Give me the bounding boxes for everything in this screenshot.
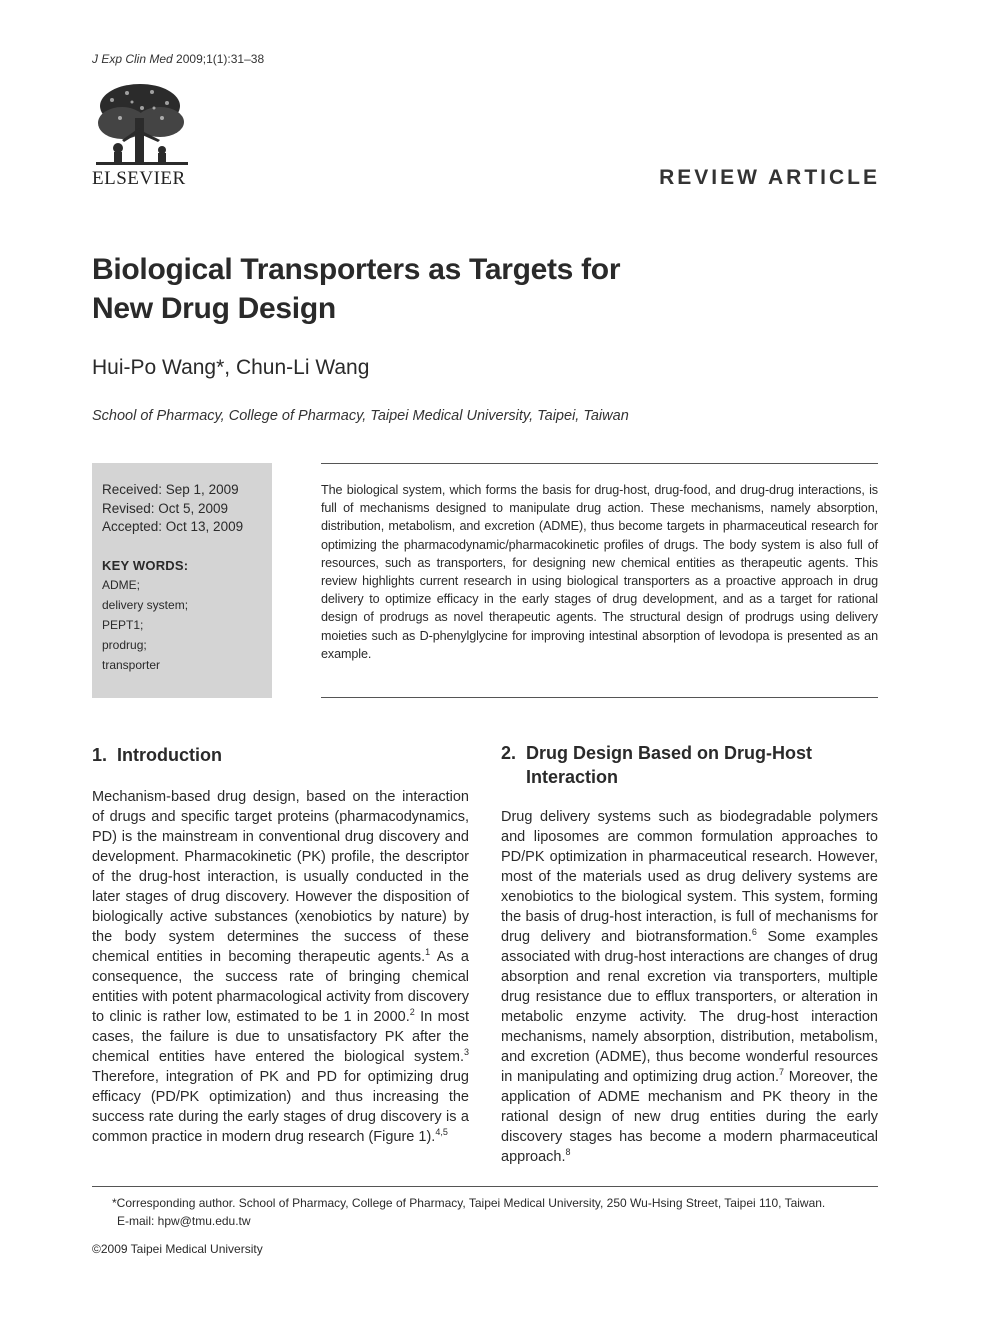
- keyword: delivery system;: [102, 597, 189, 612]
- keywords-heading: KEY WORDS:: [102, 557, 189, 573]
- citation-ref: 8: [565, 1147, 571, 1157]
- article-title: [92, 250, 712, 328]
- copyright: ©2009 Taipei Medical University: [92, 1242, 263, 1256]
- publisher-wordmark: ELSEVIER: [92, 168, 186, 189]
- article-type-label: REVIEW ARTICLE: [659, 166, 880, 189]
- journal-volume-pages: 2009;1(1):31–38: [176, 52, 265, 66]
- section-2-heading: [501, 741, 881, 789]
- citation-ref: 3: [463, 1047, 469, 1057]
- abstract-top-rule: [321, 463, 878, 464]
- title-line: New Drug Design: [92, 292, 336, 325]
- keyword: PEPT1;: [102, 617, 144, 632]
- article-info-box: [92, 463, 272, 698]
- body-text: Some examples associated with drug-host interactions are changes of drug absorption and renal excretion via transporters, multiple drug resistance due to efflux transporters, or alteration in metabolic enzyme activity. The drug-host interaction mechanisms, namely absorption, distribution, metabolism, and excretion (ADME), thus become wonderful resources in manipulating and optimizing drug action.: [501, 929, 878, 1085]
- title-line: Biological Transporters as Targets for: [92, 253, 621, 286]
- keyword: transporter: [102, 657, 161, 672]
- footnote: [112, 1194, 825, 1230]
- journal-name: J Exp Clin Med: [92, 52, 173, 66]
- abstract: The biological system, which forms the basis for drug-host, drug-food, and drug-drug interactions, is full of mechanisms designed to manipulate drug action. These mechanisms, namely absorption, distribution, metabolism, and excretion (ADME), thus become targets in pharmaceutical research for optimizing the pharmacodynamic/pharmacokinetic profiles of drugs. The body system is also full of resources, such as transporters, for designing new chemical entities as therapeutic agents. This review highlights current research in using biological transporters as a proactive approach in drug delivery to optimize efficacy in the early stages of drug development, and as a target for rational design of prodrugs as novel therapeutic agents. The structural design of prodrugs using delivery moieties such as D-phenylglycine for improving intestinal absorption of levodopa is presented as an example.: [321, 483, 878, 661]
- citation-ref: 4,5: [435, 1127, 448, 1137]
- citation-ref: 6: [751, 927, 757, 937]
- section-title: Drug Design Based on Drug-Host: [526, 743, 813, 763]
- body-text: As a consequence, the success rate of bringing chemical entities with potent pharmacological activity from discovery to clinic is rather low, estimated to be 1 in 2000.: [92, 949, 469, 1025]
- citation-ref: 2: [409, 1007, 415, 1017]
- footnote-rule: [92, 1186, 878, 1187]
- affiliation: School of Pharmacy, College of Pharmacy, Taipei Medical University, Taipei, Taiwan: [92, 408, 629, 424]
- keywords-list: [102, 575, 262, 675]
- email: E-mail: hpw@tmu.edu.tw: [117, 1214, 251, 1228]
- body-text: Mechanism-based drug design, based on the interaction of drugs and specific target proteins (pharmacodynamics, PD) is the mainstream in conventional drug discovery and development. Pharmacokinetic (PK) profile, the descriptor of the drug-host interaction, is usually conducted in the later stages of drug discovery. However the disposition of biologically active substances (xenobiotics by nature) by the body system determines the success of these chemical entities in becoming therapeutic agents.: [92, 789, 469, 965]
- section-1-body: [92, 787, 469, 1147]
- section-title-continued: Interaction: [526, 767, 619, 787]
- body-text: In most cases, the failure is due to unsatisfactory PK after the chemical entities have entered the biological system.: [92, 1009, 469, 1065]
- body-text: Moreover, the application of ADME mechanism and PK theory in the rational design of new drug entities during the early discovery stages has become a modern pharmaceutical approach.: [501, 1069, 878, 1165]
- keyword: ADME;: [102, 577, 141, 592]
- abstract-bottom-rule: [321, 697, 878, 698]
- body-text: Drug delivery systems such as biodegradable polymers and liposomes are common formulation approaches to PD/PK optimization in pharmaceutical research. However, most of the materials used as drug delivery systems are xenobiotics to the biological system. This system, forming the basis of drug-host interaction, is full of mechanisms for drug delivery and biotransformation.: [501, 809, 878, 945]
- authors: Hui-Po Wang*, Chun-Li Wang: [92, 356, 370, 379]
- section-number: 1.: [92, 745, 108, 765]
- journal-citation: [92, 52, 264, 66]
- section-1-heading: [92, 745, 222, 766]
- section-number: 2.: [501, 743, 517, 763]
- section-title: Introduction: [117, 745, 222, 765]
- article-dates: [102, 481, 262, 537]
- keyword: prodrug;: [102, 637, 147, 652]
- section-2-body: [501, 807, 878, 1167]
- revised-date: Revised: Oct 5, 2009: [102, 500, 229, 516]
- accepted-date: Accepted: Oct 13, 2009: [102, 519, 244, 534]
- corresponding-author: *Corresponding author. School of Pharmacy, College of Pharmacy, Taipei Medical University, 250 Wu-Hsing Street, Taipei 110, Taiwan.: [112, 1196, 826, 1210]
- body-text: Therefore, integration of PK and PD for optimizing drug efficacy (PD/PK optimization) and thus increasing the success rate during the early stages of drug discovery is a common practice in modern drug research (Figure 1).: [92, 1069, 469, 1145]
- citation-ref: 7: [779, 1067, 785, 1077]
- citation-ref: 1: [425, 947, 431, 957]
- received-date: Received: Sep 1, 2009: [102, 482, 239, 497]
